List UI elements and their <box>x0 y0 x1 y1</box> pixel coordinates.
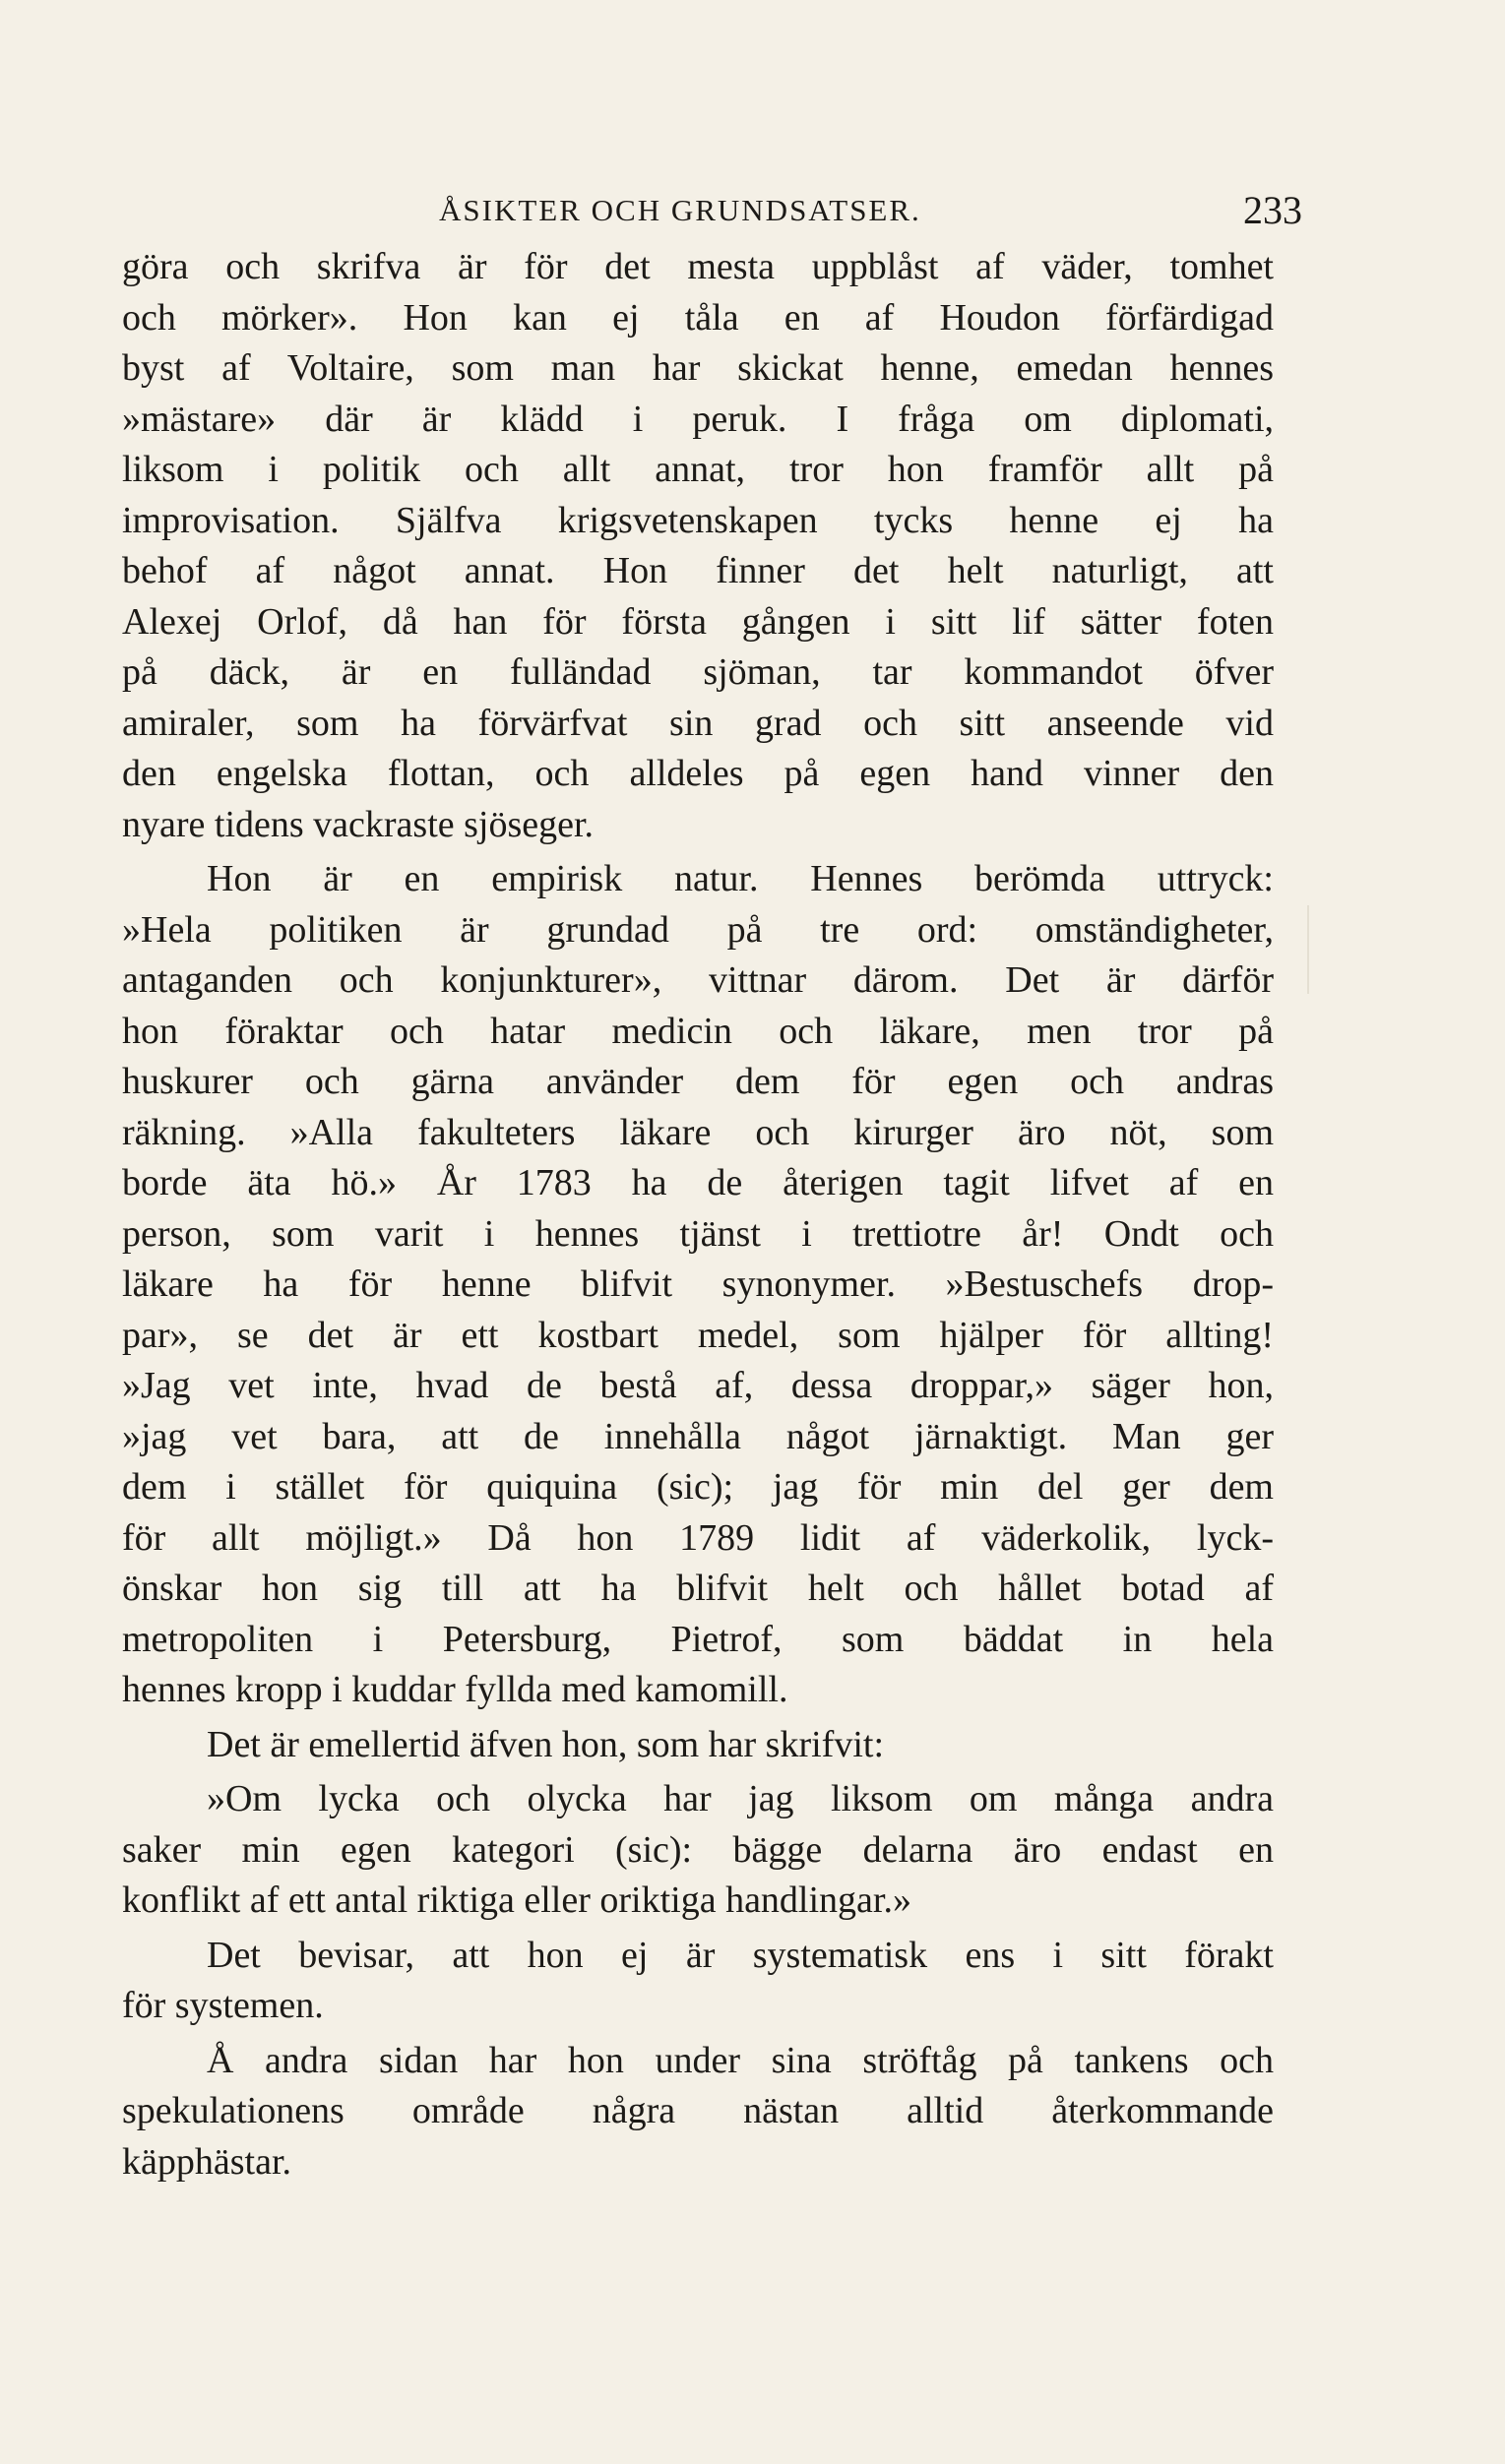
margin-mark <box>1307 905 1335 994</box>
text-line: Det bevisar, att hon ej är systematisk ens i sitt förakt <box>207 1934 1274 1976</box>
running-head <box>122 187 1302 234</box>
text-line: par», se det är ett kostbart medel, som hjälper för allting! <box>122 1314 1274 1356</box>
text-line: antaganden och konjunkturer», vittnar därom. Det är därför <box>122 959 1274 1001</box>
text-line: nyare tidens vackraste sjöseger. <box>122 803 595 845</box>
text-line: saker min egen kategori (sic): bägge delarna äro endast en <box>122 1828 1274 1871</box>
text-line: »Om lycka och olycka har jag liksom om många andra <box>207 1778 1274 1819</box>
text-line: improvisation. Själfva krigsvetenskapen tycks henne ej ha <box>122 499 1274 541</box>
body-text <box>122 242 1274 2187</box>
text-line: borde äta hö.» År 1783 ha de återigen tagit lifvet af en <box>122 1162 1274 1203</box>
block-quote <box>122 1774 1274 1927</box>
text-line: huskurer och gärna använder dem för egen och andras <box>122 1061 1274 1102</box>
text-line: behof af något annat. Hon finner det helt naturligt, att <box>122 550 1274 591</box>
running-title: ÅSIKTER OCH GRUNDSATSER. <box>439 193 921 227</box>
text-line: på däck, är en fulländad sjöman, tar kommandot öfver <box>122 651 1274 693</box>
text-line: person, som varit i hennes tjänst i trettiotre år! Ondt och <box>122 1212 1274 1255</box>
text-line: Alexej Orlof, då han för första gången i sitt lif sätter foten <box>122 600 1274 643</box>
page-number: 233 <box>1243 188 1302 232</box>
text-line: dem i stället för quiquina (sic); jag för min del ger dem <box>122 1466 1274 1508</box>
text-line: Å andra sidan har hon under sina ströftåg på tankens och <box>207 2039 1274 2081</box>
text-line: konflikt af ett antal riktiga eller oriktiga handlingar.» <box>122 1879 911 1921</box>
text-line: göra och skrifva är för det mesta uppblåst af väder, tomhet <box>122 246 1274 287</box>
text-line: räkning. »Alla fakulteters läkare och kirurger äro nöt, som <box>122 1111 1274 1153</box>
text-line: Det är emellertid äfven hon, som har skrifvit: <box>207 1723 885 1765</box>
text-line: byst af Voltaire, som man har skickat henne, emedan hennes <box>122 347 1274 389</box>
text-line: »mästare» där är klädd i peruk. I fråga om diplomati, <box>122 398 1274 440</box>
text-line: Hon är en empirisk natur. Hennes berömda uttryck: <box>207 858 1274 899</box>
paragraph <box>122 1931 1274 2032</box>
text-line: amiraler, som ha förvärfvat sin grad och sitt anseende vid <box>122 702 1274 744</box>
paragraph <box>122 1720 1274 1771</box>
text-line: för systemen. <box>122 1985 324 2026</box>
text-line: för allt möjligt.» Då hon 1789 lidit af väderkolik, lyck- <box>122 1516 1274 1559</box>
text-line: den engelska flottan, och alldeles på egen hand vinner den <box>122 753 1274 794</box>
text-line: metropoliten i Petersburg, Pietrof, som bäddat in hela <box>122 1618 1274 1660</box>
paragraph <box>122 242 1274 850</box>
text-line: hennes kropp i kuddar fyllda med kamomill. <box>122 1669 788 1710</box>
text-line: »Hela politiken är grundad på tre ord: omständigheter, <box>122 908 1274 951</box>
text-line: »jag vet bara, att de innehålla något järnaktigt. Man ger <box>122 1415 1274 1457</box>
text-line: och mörker». Hon kan ej tåla en af Houdon förfärdigad <box>122 296 1274 339</box>
paragraph <box>122 2036 1274 2188</box>
text-line: käpphästar. <box>122 2140 292 2183</box>
text-line: »Jag vet inte, hvad de bestå af, dessa droppar,» säger hon, <box>122 1365 1274 1406</box>
text-line: hon föraktar och hatar medicin och läkare, men tror på <box>122 1010 1274 1052</box>
text-line: spekulationens område några nästan alltid återkommande <box>122 2090 1274 2131</box>
text-line: läkare ha för henne blifvit synonymer. »Bestuschefs drop- <box>122 1263 1274 1305</box>
text-line: liksom i politik och allt annat, tror hon framför allt på <box>122 449 1274 490</box>
paragraph <box>122 854 1274 1716</box>
text-line: önskar hon sig till att ha blifvit helt och hållet botad af <box>122 1568 1274 1609</box>
